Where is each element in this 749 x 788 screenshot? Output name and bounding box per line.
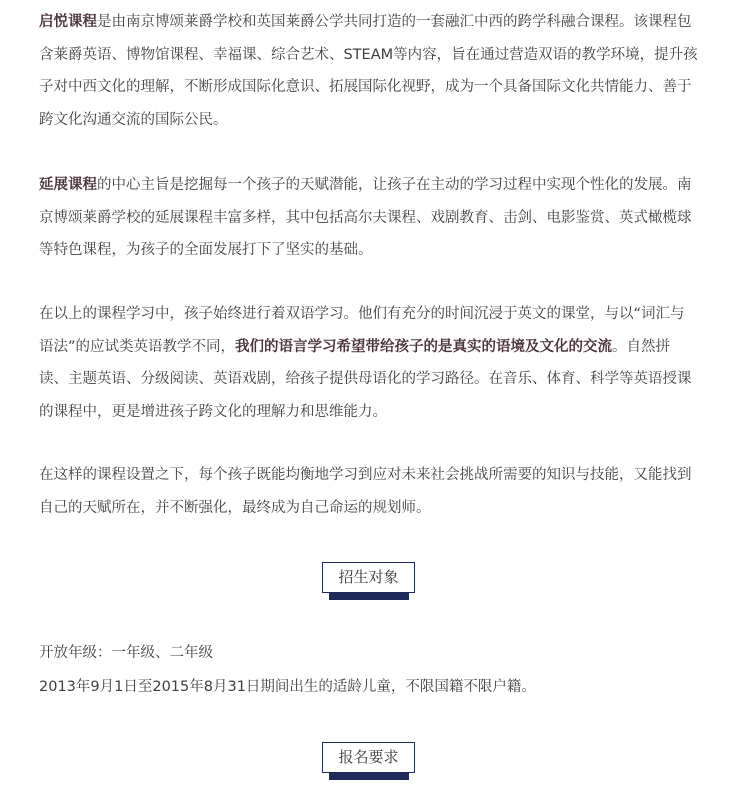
heading-underline-bar — [329, 592, 409, 600]
section-heading-enrollment: 招生对象 — [322, 562, 415, 593]
grade-text: 开放年级：一年级、二年级 — [39, 645, 213, 661]
text-line — [39, 169, 719, 202]
text: 的中心主旨是挖掘每一个孩子的天赋潜能，让孩子在主动的学习过程中实现个性化的发展。南 — [97, 177, 692, 193]
text-line: 京博颂莱爵学校的延展课程丰富多样，其中包括高尔夫课程、戏剧教育、击剑、电影鉴赏、英式橄榄球 — [39, 209, 692, 226]
text-line: 跨文化沟通交流的国际公民。 — [39, 111, 228, 128]
text-line: 在以上的课程学习中，孩子始终进行着双语学习。他们有充分的时间沉浸于英文的课堂，与以“词汇与 — [39, 306, 685, 322]
paragraph-bilingual — [39, 298, 719, 428]
text-line: 自己的天赋所在，并不断强化，最终成为自己命运的规划师。 — [39, 499, 431, 516]
text-line: 等特色课程，为孩子的全面发展打下了坚实的基础。 — [39, 242, 373, 258]
birthdate-text: 2013年9月1日至2015年8月31日期间出生的适龄儿童，不限国籍不限户籍。 — [39, 679, 536, 695]
text-line: 的课程中，更是增进孩子跨文化的理解力和思维能力。 — [39, 403, 387, 420]
enrollment-details — [39, 636, 719, 704]
paragraph-conclusion — [39, 459, 719, 524]
text: 语法”的应试类英语教学不同， — [39, 338, 236, 355]
text-line — [39, 6, 719, 39]
heading-underline-bar — [329, 772, 409, 780]
text-line — [39, 331, 719, 364]
text: 是由南京博颂莱爵学校和英国莱爵公学共同打造的一套融汇中西的跨学科融合课程。该课程包 — [97, 14, 692, 30]
paragraph-yanzhan — [39, 169, 719, 267]
bold-phrase: 我们的语言学习希望带给孩子的是真实的语境及文化的交流 — [235, 338, 613, 355]
text-line: 含莱爵英语、博物馆课程、幸福课、综合艺术、STEAM等内容，旨在通过营造双语的教学环境，提升孩 — [39, 46, 698, 63]
paragraph-qiyue — [39, 6, 719, 136]
section-heading-requirements: 报名要求 — [322, 742, 415, 773]
text: 。自然拼 — [612, 338, 671, 355]
bold-term: 启悦课程 — [39, 14, 97, 30]
text-line: 在这样的课程设置之下，每个孩子既能均衡地学习到应对未来社会挑战所需要的知识与技能，又能找到 — [39, 467, 692, 483]
text-line: 子对中西文化的理解，不断形成国际化意识、拓展国际化视野，成为一个具备国际文化共情能力、善于 — [39, 79, 692, 95]
text-line: 读、主题英语、分级阅读、英语戏剧，给孩子提供母语化的学习路径。在音乐、体育、科学等英语授课 — [39, 371, 692, 387]
bold-term: 延展课程 — [39, 177, 97, 193]
